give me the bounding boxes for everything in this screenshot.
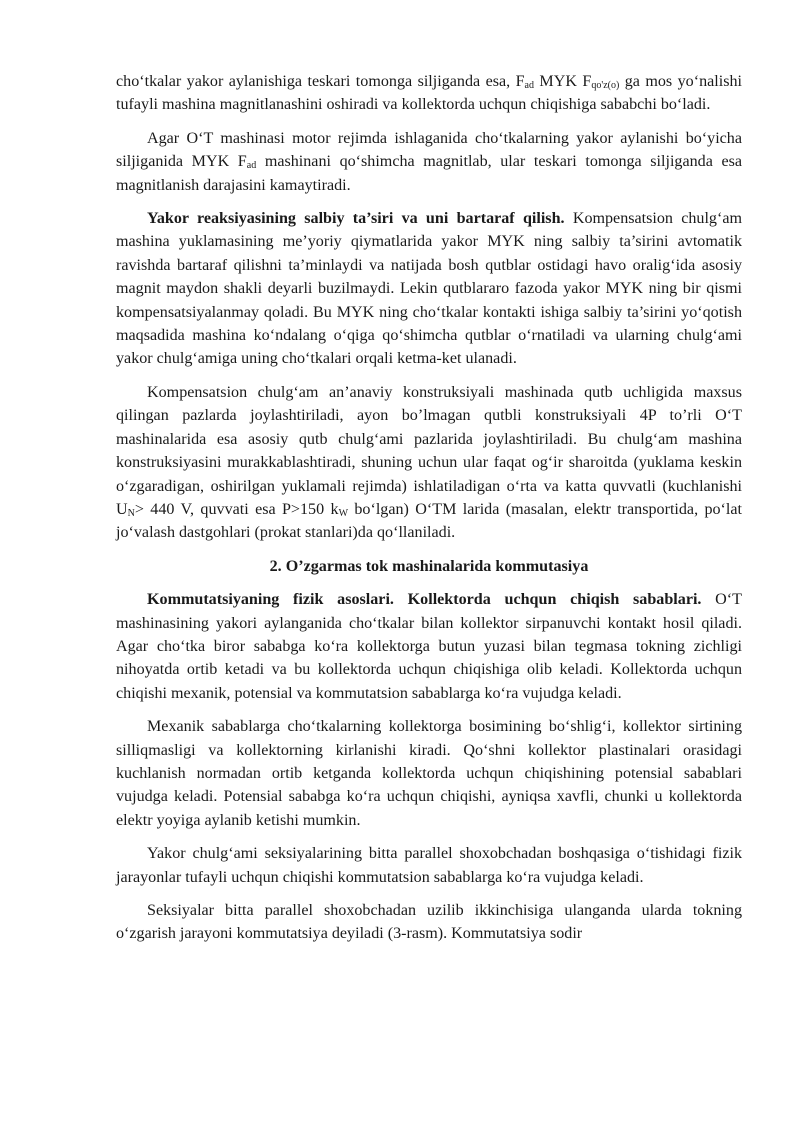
paragraph-2-text-b: mashinani qo‘shimcha magnitlab, ular teskari tomonga siljiganda esa magnitlanish darajasini kamaytiradi. — [116, 153, 743, 194]
paragraph-4-text-b: > 440 V, quvvati esa P>150 k — [134, 500, 339, 518]
section-lead-heading: Kommutatsiyaning fizik asoslari. Kollektorda uchqun chiqish sabablari. — [147, 591, 702, 609]
paragraph-5 — [116, 588, 742, 705]
paragraph-6: Mexanik sabablarga cho‘tkalarning kollektorga bosimining bo‘shlig‘i, kollektor sirtining silliqmasligi va kollektorning kirlanishi kiradi. Qo‘shni kollektor plastinalari orasidagi kuchlanish normadan ortib ketganda kollektorda uchqun chiqishining potensial sabablari vujudga keladi. Potensial sababga ko‘ra uchqun chiqishi, ayniqsa xavfli, chunki u kollektorda elektr yoyiga aylanib ketishi mumkin. — [116, 718, 742, 829]
paragraph-4-text-a: Kompensatsion chulg‘am an’anaviy konstruksiyali mashinada qutb uchligida maxsus qilingan pazlarda joylashtiriladi, ayon bo’lmagan qutbli konstruksiyali 4P to’rli O‘T mashinalarida esa asosiy qutb chulg‘ami pazlarida joylashtiriladi. Bu chulg‘am mashina konstruksiyasini murakkablashtiradi, shuning uchun ular faqat og‘ir sharoitda (yuklama keskin o‘zgaradigan, oshirilgan yuklamali rejimda) ishlatiladigan o‘rta va katta quvvatli (kuchlanishi U — [116, 383, 742, 518]
paragraph-2-text-a: Agar O‘T mashinasi motor rejimda ishlaganida cho‘tkalarning yakor aylanishi bo‘yicha siljiganida MYK F — [116, 129, 742, 171]
section-heading: 2. O’zgarmas tok mashinalarida kommutasiya — [269, 557, 589, 575]
paragraph-1-text-c: ga mos yo‘nalishi tufayli mashina magnitlanashini oshiradi va kollektorda uchqun chiqishiga sababchi bo‘ladi. — [116, 73, 742, 114]
paragraph-3-text: Kompensatsion chulg‘am mashina yuklamasining me’yoriy qiymatlarida yakor MYK ning salbiy ta’sirini avtomatik ravishda bartaraf qilishni ta’minlaydi va natijada bosh qutblar ostidagi havo oralig‘ida asosiy magnit maydon shakli deyarli buzilmaydi. Lekin qutblararo fazoda yakor MYK ning bir qismi kompensatsiyalanmay qoladi. Bu MYK ning cho‘tkalar kontakti ishiga salbiy ta’sirini yo‘qotish maqsadida mashina ko‘ndalang o‘qiga qo‘shimcha qutblar o‘rnatiladi va ularning chulg‘ami yakor chulg‘amiga uning cho‘tkalari orqali ketma-ket ulanadi. — [116, 210, 742, 368]
subscript-ad: ad — [246, 160, 257, 172]
subscript-w: W — [338, 507, 349, 519]
paragraph-1-text-b: MYK F — [534, 73, 592, 90]
paragraph-4-text-c: bo‘lgan) O‘TM larida (masalan, elektr transportida, po‘lat jo‘valash dastgohlari (prokat stanlari)da qo‘llaniladi. — [116, 500, 742, 542]
subscript-n: N — [127, 507, 135, 519]
paragraph-2 — [116, 127, 742, 197]
paragraph-7: Yakor chulg‘ami seksiyalarining bitta parallel shoxobchadan boshqasiga o‘tishidagi fizik jarayonlar tufayli uchqun chiqishi kommutatsion sabablarga ko‘ra vujudga keladi. — [116, 845, 742, 886]
subscript-ad: ad — [524, 80, 534, 91]
paragraph-4 — [116, 381, 742, 545]
paragraph-1-text-a: cho‘tkalar yakor aylanishiga teskari tomonga siljiganda esa, F — [116, 73, 525, 90]
paragraph-8: Seksiyalar bitta parallel shoxobchadan uzilib ikkinchisiga ulanganda ularda tokning o‘zgarish jarayoni kommutatsiya deyiladi (3-rasm). Kommutatsiya sodir — [116, 902, 742, 943]
paragraph-1 — [116, 70, 742, 117]
paragraph-3 — [116, 207, 742, 371]
paragraph-5-text: O‘T mashinasining yakori aylanganida cho‘tkalar bilan kollektor sirpanuvchi kontakt hosil qiladi. Agar cho‘tka biror sababga ko‘ra kollektorga butun yuzasi bilan tegmasa tokning zichligi nihoyatda ortib ketadi va bu kollektorda uchqun chiqishiga olib keladi. Kollektorda uchqun chiqishi mexanik, potensial va kommutatsion sabablarga ko‘ra vujudga keladi. — [116, 591, 742, 702]
document-page — [116, 70, 742, 956]
subscript-qoz: qo'z(o) — [591, 80, 620, 91]
section-lead-heading: Yakor reaksiyasining salbiy ta’siri va uni bartaraf qilish. — [147, 210, 565, 228]
